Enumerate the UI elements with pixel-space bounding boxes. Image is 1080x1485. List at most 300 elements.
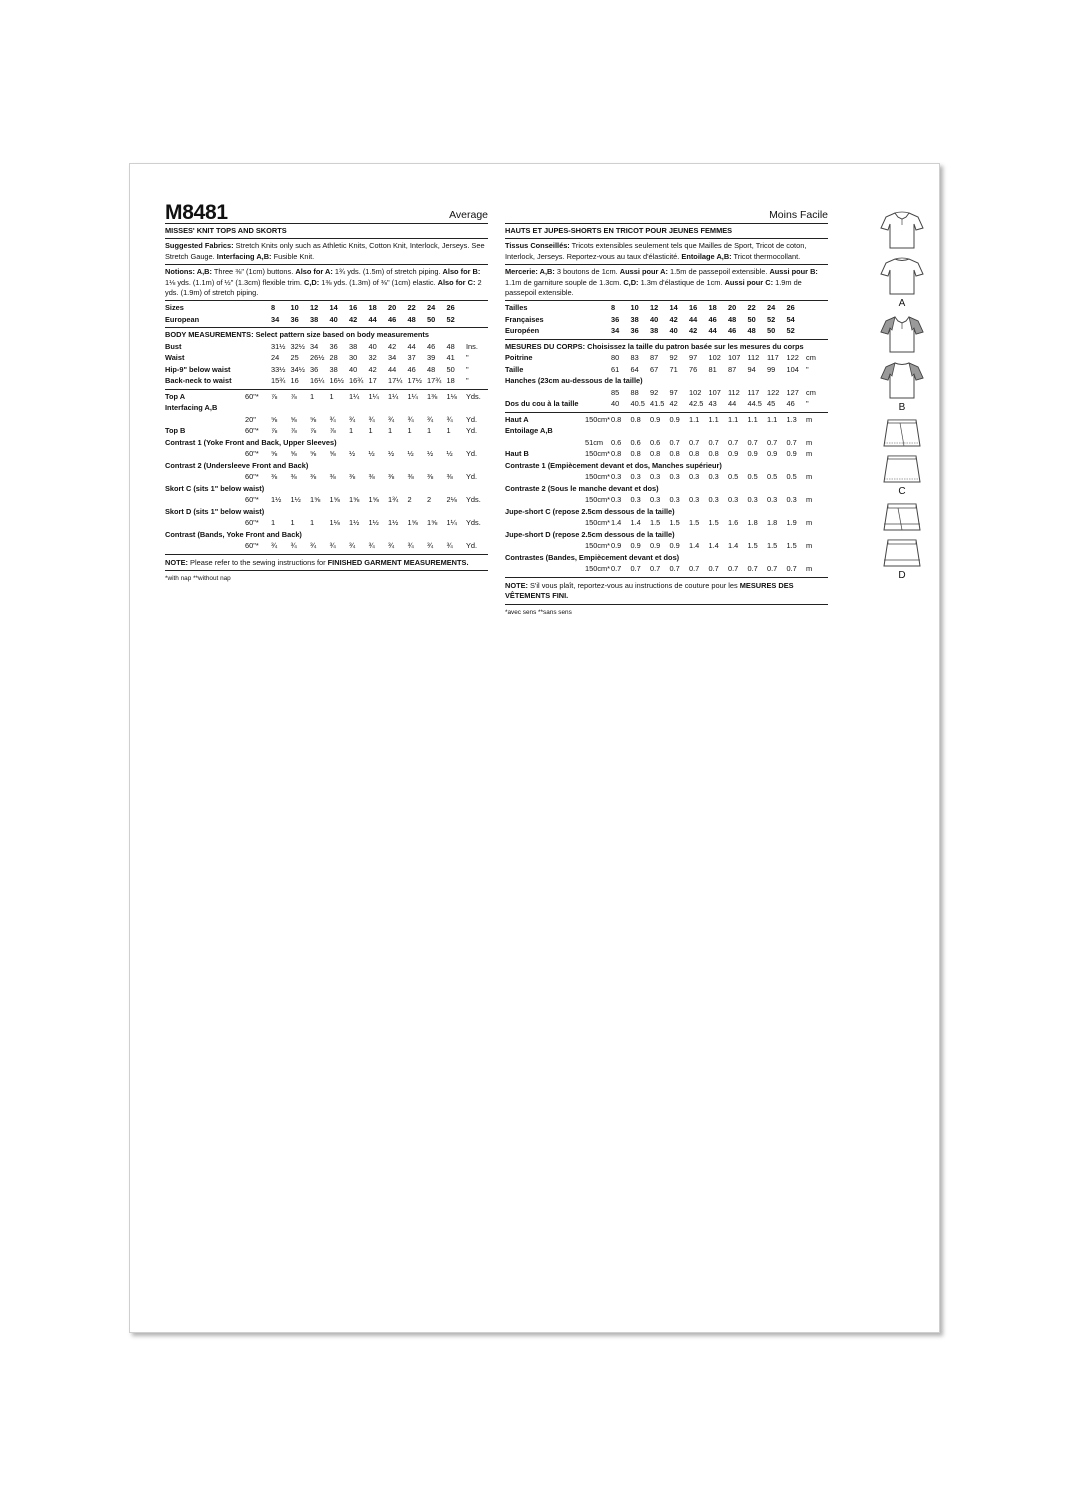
yardage-value: ⅜ [388,472,395,482]
yardage-value: 0.3 [747,495,758,505]
body-value: 31½ [271,341,286,351]
yardage-value: 0.7 [669,437,680,447]
yardage-row [165,483,488,495]
body-value: 76 [689,364,698,374]
yardage-value: 1.3 [786,414,797,424]
yardage-value: ¾ [349,414,356,424]
yardage-unit: m [806,495,813,505]
yardage-row-label: Contrast (Bands, Yoke Front and Back) [165,529,302,539]
suggested-fabrics-fr [505,239,828,265]
skort-d-front-drawing [878,500,926,534]
yardage-row [505,483,828,495]
yardage-value: 0.5 [728,472,739,482]
yardage-value: ⅞ [290,391,297,401]
body-value: 40.5 [630,399,645,409]
yardage-value: 1½ [271,495,282,505]
view-label-d: D [898,570,906,581]
size-row-value: 22 [747,303,756,313]
yardage-value: 0.9 [669,541,680,551]
body-unit: " [806,399,809,409]
european-size-row-value: 52 [446,314,455,324]
yardage-value: 0.9 [767,449,778,459]
notions-cd-label-fr: C,D: [623,277,639,287]
body-unit: cm [806,353,816,363]
notions-a-text-fr: 1.5m de passepoil extensible. [667,267,770,277]
top-b-front-drawing [878,312,926,356]
body-value: 44 [388,364,397,374]
yardage-value: 1½ [388,518,399,528]
body-value: 104 [786,364,799,374]
view-label-c: C [898,486,906,497]
fabric-width: 60"* [245,495,259,505]
notions-label: Notions: A,B: [165,267,212,277]
fabric-width: 60"* [245,472,259,482]
body-value: 17½ [407,376,422,386]
european-size-row-value: 40 [329,314,338,324]
notions-c-label: Also for C: [437,277,476,287]
body-unit: " [466,364,469,374]
french-size-row-value: 48 [728,314,737,324]
yardage-value: 1⅝ [329,495,340,505]
body-row [505,398,828,410]
yardage-value: 0.3 [650,495,661,505]
body-unit: " [466,353,469,363]
yardage-row-values [505,540,828,552]
body-value: 36 [329,341,338,351]
yardage-row-label: Contrast 1 (Yoke Front and Back, Upper Sleeves) [165,437,337,447]
yardage-row [505,414,828,426]
interfacing-text: Fusible Knit. [271,251,315,261]
yardage-row-label: Jupe-short C (repose 2.5cm dessous de la taille) [505,506,675,516]
european-size-row-value: 38 [650,326,659,336]
european-size-row-label: European [165,314,200,324]
yardage-value: 1⅝ [368,495,379,505]
yardage-value: 0.3 [689,472,700,482]
notions-a-label-fr: Aussi pour A: [619,267,668,277]
yardage-value: 1.4 [630,518,641,528]
yardage-value: 1⅝ [349,495,360,505]
yardage-unit: Yds. [466,518,481,528]
body-value: 33½ [271,364,286,374]
view-label-a: A [898,298,906,309]
yardage-row-values [505,563,828,575]
interfacing-text-fr: Tricot thermocollant. [731,251,801,261]
yardage-value: 1 [329,391,334,401]
body-value: 112 [728,387,740,397]
notions-a-text: 1¾ yds. (1.5m) of stretch piping. [332,267,443,277]
yardage-value: 0.8 [650,449,661,459]
top-b-back-drawing [878,358,926,402]
yardage-value: 1 [368,426,373,436]
yardage-value: ¾ [388,414,395,424]
body-row-label: Taille [505,364,524,374]
yardage-value: 0.5 [767,472,778,482]
size-row-value: 12 [310,303,319,313]
size-row [165,302,488,314]
body-value: 102 [689,387,702,397]
fabric-width: 150cm* [585,518,611,528]
fabric-width: 60"* [245,541,259,551]
yardage-unit: m [806,414,813,424]
body-unit: " [806,364,809,374]
yardage-value: 1⅜ [427,391,438,401]
interfacing-label: Interfacing A,B: [216,251,272,261]
yardage-row-label: Haut A [505,414,529,424]
yardage-value: 1.5 [669,518,680,528]
yardage-row [165,437,488,449]
size-row-value: 26 [446,303,455,313]
body-value: 122 [767,387,780,397]
yardage-row-values [165,494,488,506]
body-row-label: Waist [165,353,185,363]
yardage-value: 0.3 [728,495,739,505]
difficulty-level-fr: Moins Facile [769,209,828,221]
yardage-value: 0.9 [747,449,758,459]
body-value: 46 [407,364,416,374]
fabrics-label: Suggested Fabrics: [165,241,234,251]
yardage-value: ¾ [407,541,414,551]
yardage-value: ⅜ [271,472,278,482]
suggested-fabrics [165,239,488,265]
body-value: 112 [747,353,760,363]
french-size-row-value: 36 [611,314,620,324]
yardage-value: 2 [427,495,432,505]
yardage-value: 1.4 [611,518,622,528]
yardage-value: 0.3 [767,495,778,505]
pattern-number: M8481 [165,201,228,224]
body-value: 48 [446,341,455,351]
notions [165,265,488,301]
body-value: 42 [669,399,678,409]
yardage-value: 1 [349,426,354,436]
body-row [165,375,488,387]
body-unit: " [466,376,469,386]
yardage-value: 0.9 [630,541,641,551]
yardage-row-label: Contraste 1 (Empiècement devant et dos, Manches supérieur) [505,460,722,470]
skort-d-back-drawing [878,536,926,570]
yardage-value: 1 [427,426,432,436]
fabrics-text: Stretch Knits only such as Athletic Knits, Cotton Knit, Interlock, Jerseys. See Stretch Gauge. [165,241,485,261]
french-size-row-value: 54 [786,314,795,324]
yardage-value: 0.7 [708,564,719,574]
fabric-width: 150cm* [585,414,611,424]
yardage-value: 0.3 [630,495,641,505]
yardage-value: 0.3 [786,495,797,505]
body-value: 37 [407,353,416,363]
yardage-value: 0.7 [611,564,622,574]
yardage-row [165,402,488,414]
yardage-value: 1¼ [407,391,418,401]
yardage-value: 1¾ [388,495,399,505]
yardage-value: ⅞ [329,426,336,436]
view-label-b: B [898,402,906,413]
french-size-row-label: Françaises [505,314,544,324]
yardage-value: ⅜ [427,472,434,482]
european-size-row-value: 42 [349,314,358,324]
yardage-value: ⅞ [271,391,278,401]
footnote: *with nap **without nap [165,575,231,583]
note [165,555,488,571]
yardage-value: 1.1 [689,414,700,424]
yardage-row-values [165,448,488,460]
european-size-row [505,325,828,337]
yardage-value: ¾ [310,541,317,551]
yardage-value: 0.7 [708,437,719,447]
yardage-value: 1.8 [767,518,778,528]
body-value: 81 [708,364,717,374]
size-row-value: 18 [368,303,377,313]
european-size-row-value: 52 [786,326,795,336]
yardage-value: ⅞ [271,426,278,436]
difficulty-level: Average [449,209,488,221]
yardage-value: ¾ [271,541,278,551]
body-value: 24 [271,353,280,363]
yardage-value: 0.3 [650,472,661,482]
yardage-value: 1.1 [767,414,778,424]
size-row-value: 18 [708,303,717,313]
yardage-unit: Yd. [466,472,478,482]
yardage-value: ⅝ [290,449,297,459]
yardage-unit: Yd. [466,426,478,436]
yardage-value: 0.5 [786,472,797,482]
pattern-title: MISSES' KNIT TOPS AND SKORTS [165,224,488,239]
body-value: 102 [708,353,721,363]
french-size-row-value: 52 [767,314,776,324]
body-value: 16½ [329,376,344,386]
body-value: 38 [329,364,338,374]
yardage-row [505,460,828,472]
french-size-row-value: 40 [650,314,659,324]
yardage-value: 1.1 [728,414,739,424]
yardage-value: 1.1 [708,414,719,424]
size-row-value: 26 [786,303,795,313]
french-size-row [505,314,828,326]
yardage-value: ¾ [368,414,375,424]
notions-fr [505,265,828,301]
yardage-value: ¾ [407,414,414,424]
yardage-row-values [505,517,828,529]
yardage-value: ¾ [427,414,434,424]
yardage-value: ⅜ [349,472,356,482]
body-row [165,352,488,364]
body-value: 94 [747,364,756,374]
body-value: 85 [611,387,620,397]
footnote-fr: *avec sens **sans sens [505,608,572,616]
body-row-label: Dos du cou à la taille [505,399,579,409]
notions-cd-text-fr: 1.3m d'élastique de 1cm. [638,277,725,287]
size-row-value: 24 [767,303,776,313]
yardage-value: ½ [368,449,375,459]
yardage-value: 0.6 [650,437,661,447]
body-value: 80 [611,353,620,363]
yardage-value: 1.9 [786,518,797,528]
note-bold: FINISHED GARMENT MEASUREMENTS. [327,557,469,567]
note-label: NOTE: [165,557,188,567]
yardage-value: 1.5 [650,518,661,528]
yardage-row-values [505,471,828,483]
body-value: 15¾ [271,376,286,386]
yardage-value: ⅝ [310,414,317,424]
yardage-value: 0.3 [669,495,680,505]
size-row-value: 22 [407,303,416,313]
body-measurements-label: MESURES DU CORPS: Choisissez la taille du patron basée sur les mesures du corps [505,341,804,351]
body-row [505,364,828,376]
yardage-value: 1⅝ [427,518,438,528]
yardage-row-label: Top A [165,391,186,401]
fabrics-text-fr: Tricots extensibles seulement tels que Mailles de Sport, Tricot de coton, Interlock, Jerseys. Reportez-vous au taux d'élasticité. [505,241,807,261]
yardage-value: 0.7 [747,437,758,447]
yardage-row [505,552,828,564]
top-a-front-drawing [878,208,926,252]
yardage-value: 0.9 [650,414,661,424]
yardage-value: 1¼ [388,391,399,401]
yardage-value: 1½ [368,518,379,528]
notions-cd-label: C,D: [303,277,320,287]
body-value: 50 [446,364,455,374]
fabric-width: 150cm* [585,449,611,459]
yardage-unit: m [806,518,813,528]
yardage-value: ¾ [349,541,356,551]
yardage-value: ⅝ [310,449,317,459]
yardage-value: 1.5 [786,541,797,551]
size-table [165,301,488,328]
yardage-unit: Yd. [466,414,478,424]
yardage-unit: m [806,449,813,459]
body-value: 83 [630,353,639,363]
notions-b-text: 1⅛ yds. (1.1m) of ½" (1.3cm) flexible trim. [165,277,304,287]
notions-c-text: 2 yds. (1.9m) of stretch piping. [165,277,482,298]
yardage-value: ¾ [329,541,336,551]
yardage-value: ½ [349,449,356,459]
european-size-row-value: 42 [689,326,698,336]
yardage-value: ⅞ [290,426,297,436]
yardage-value: 1 [310,391,315,401]
yardage-value: 0.3 [689,495,700,505]
french-size-row-value: 38 [630,314,639,324]
body-value: 107 [708,387,721,397]
body-value: 87 [728,364,737,374]
size-row-label: Tailles [505,303,528,313]
body-value: 42.5 [689,399,704,409]
yardage-value: ½ [388,449,395,459]
fabric-width: 150cm* [585,472,611,482]
yardage-value: 0.7 [786,564,797,574]
yardage-row [165,425,488,437]
european-size-row-value: 44 [368,314,377,324]
notions-label-fr: Mercerie: A,B: [505,267,555,277]
european-size-row-value: 34 [271,314,280,324]
yardage-value: 1.1 [747,414,758,424]
fabric-width: 150cm* [585,495,611,505]
yardage-value: 0.7 [689,564,700,574]
notions-b-label-fr: Aussi pour B: [769,267,818,277]
yardage-value: 0.7 [728,437,739,447]
body-value: 99 [767,364,776,374]
european-size-row-value: 50 [427,314,436,324]
size-row-value: 24 [427,303,436,313]
yardage-unit: m [806,541,813,551]
yardage-row [165,460,488,472]
body-value: 36 [310,364,319,374]
yardage-row-values [165,471,488,483]
yardage-row [165,391,488,403]
body-value: 127 [786,387,799,397]
yardage-value: 1¼ [446,518,457,528]
yardage-row-label: Contraste 2 (Sous le manche devant et dos) [505,483,659,493]
fabric-width: 60"* [245,518,259,528]
european-size-row-value: 34 [611,326,620,336]
yardage-row-values [165,517,488,529]
european-size-row-value: 36 [630,326,639,336]
size-row-value: 14 [669,303,678,313]
size-row-value: 12 [650,303,659,313]
yardage-value: 0.9 [650,541,661,551]
european-size-row-value: 48 [747,326,756,336]
pattern-title-fr: HAUTS ET JUPES-SHORTS EN TRICOT POUR JEUNES FEMMES [505,224,828,239]
french-size-row-value: 50 [747,314,756,324]
french-size-row-value: 46 [708,314,717,324]
body-row [165,341,488,353]
body-value: 88 [630,387,639,397]
yardage-value: 0.7 [630,564,641,574]
notions-a-label: Also for A: [295,267,333,277]
size-row-label: Sizes [165,303,184,313]
yardage-table [165,390,488,555]
yardage-value: 1½ [349,518,360,528]
yardage-value: ⅜ [329,472,336,482]
body-value: 17¾ [427,376,442,386]
yardage-value: 1.5 [767,541,778,551]
yardage-value: 0.3 [611,495,622,505]
yardage-value: 0.9 [611,541,622,551]
yardage-value: ⅜ [368,472,375,482]
yardage-row-label: Entoilage A,B [505,426,553,436]
yardage-value: ⅝ [290,414,297,424]
body-value: 46 [786,399,795,409]
body-measurements [165,328,488,390]
header-en [165,201,488,224]
yardage-value: 1 [446,426,451,436]
yardage-value: ⅜ [407,472,414,482]
body-value: 26½ [310,353,325,363]
yardage-value: 0.7 [767,437,778,447]
yardage-row-values [505,437,828,449]
top-a-back-drawing [878,254,926,298]
yardage-value: 1.4 [708,541,719,551]
body-value: 48 [427,364,436,374]
yardage-value: 2 [407,495,412,505]
body-value: 32½ [290,341,305,351]
body-value: 40 [611,399,620,409]
yardage-row-values [165,540,488,552]
body-value: 97 [689,353,698,363]
fabric-width: 60"* [245,391,259,401]
body-value: 46 [427,341,436,351]
yardage-row-label: Skort D (sits 1" below waist) [165,506,265,516]
note-fr [505,578,828,605]
european-size-row-value: 36 [290,314,299,324]
fabric-width: 20" [245,414,256,424]
yardage-value: 0.9 [669,414,680,424]
body-value: 61 [611,364,620,374]
yardage-value: ¾ [427,541,434,551]
yardage-value: ½ [427,449,434,459]
yardage-value: 0.8 [689,449,700,459]
fabric-width: 51cm [585,437,604,447]
yardage-value: 0.3 [630,472,641,482]
body-value: 34 [310,341,319,351]
yardage-value: 0.3 [611,472,622,482]
